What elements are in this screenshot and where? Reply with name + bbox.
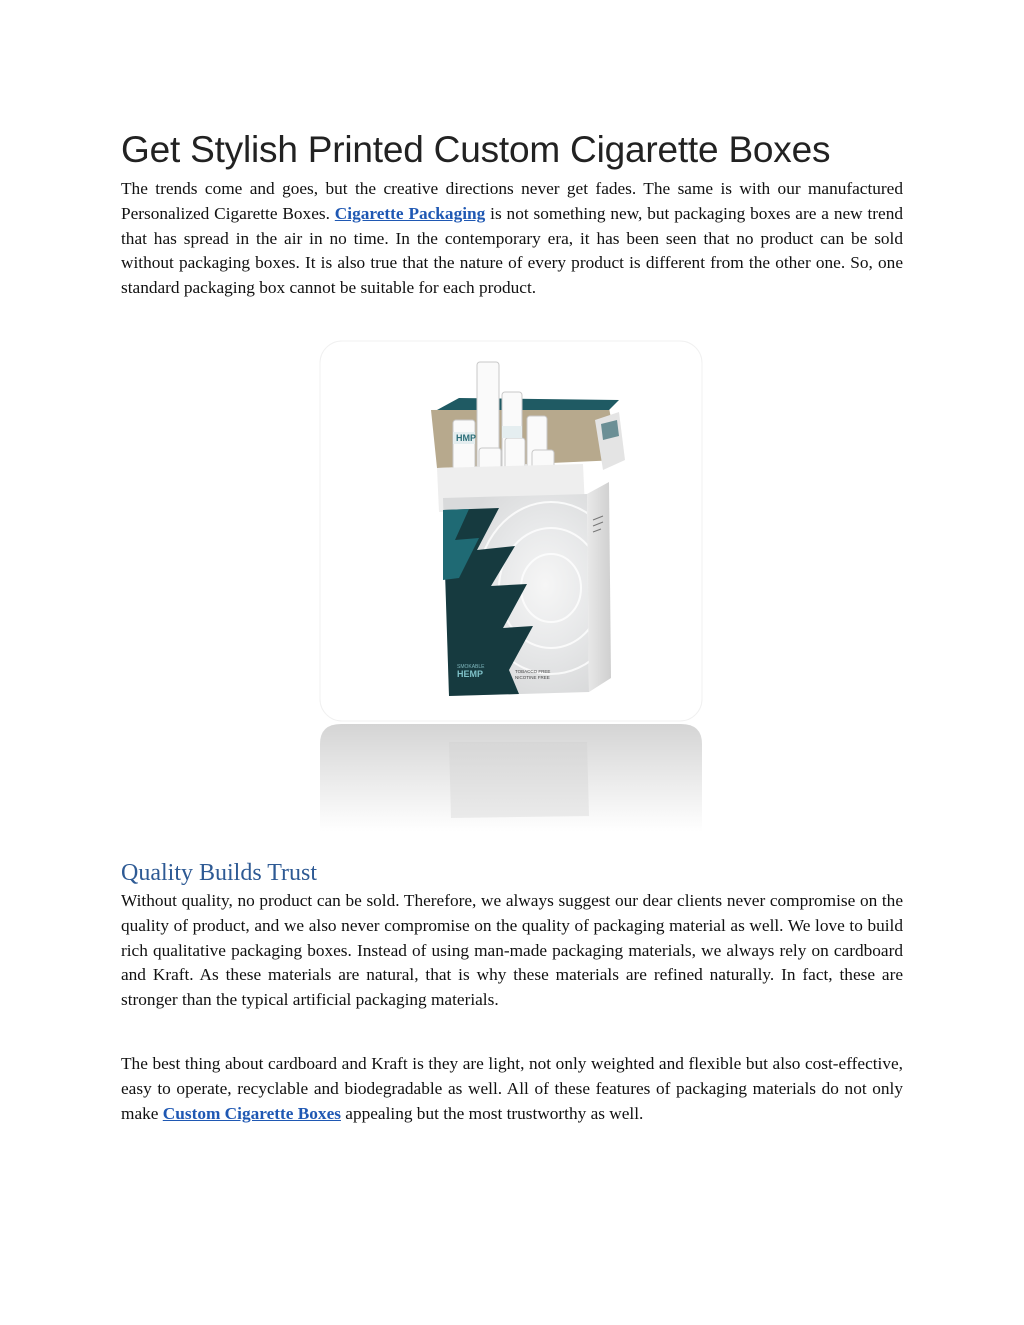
pack-note-1: TOBACCO FREE — [515, 669, 551, 674]
cigarette-packaging-link[interactable]: Cigarette Packaging — [334, 203, 486, 223]
quality-paragraph: Without quality, no product can be sold. Therefore, we always suggest our dear clients never compromise on the quality of product, and we also never compromise on the quality of packaging material as well. We love to build rich qualitative packaging boxes. Instead of using man-made packaging materials, we always rely on cardboard and Kraft. As these materials are natural, that is why these materials are refined naturally. In fact, these are stronger than the typical artificial packaging materials. — [121, 891, 903, 1010]
materials-text-after: appealing but the most trustworthy as well. — [340, 1103, 644, 1123]
intro-text-after: is not something new, but packaging boxes are a new trend that has spread in the air in no time. In the contemporary era, it has been seen that no product can be sold without packaging boxes. It is also true that the nature of every product is different from the other one. So, one standard packaging box cannot be suitable for each product. — [121, 203, 903, 298]
intro-paragraph — [121, 177, 903, 301]
pack-note-2: NICOTINE FREE — [515, 675, 550, 680]
materials-paragraph — [121, 1052, 903, 1126]
pack-subtitle: SMOKABLE — [457, 664, 485, 670]
intro-text-before: The trends come and goes, but the creative directions never get fades. The same is with our manufactured Personalized Cigarette Boxes. — [121, 179, 903, 223]
pack-brand: HEMP — [457, 669, 484, 679]
brand-mark: HMP — [456, 433, 476, 443]
custom-cigarette-boxes-link[interactable]: Custom Cigarette Boxes — [162, 1103, 341, 1123]
page-title: Get Stylish Printed Custom Cigarette Boxes — [121, 129, 831, 170]
materials-text-before: The best thing about cardboard and Kraft is they are light, not only weighted and flexible but also cost-effective, easy to operate, recyclable and biodegradable as well. All of these features of packaging materials do not only make — [121, 1054, 903, 1123]
section-heading: Quality Builds Trust — [121, 860, 318, 886]
cigarette-pack-image — [319, 340, 703, 832]
